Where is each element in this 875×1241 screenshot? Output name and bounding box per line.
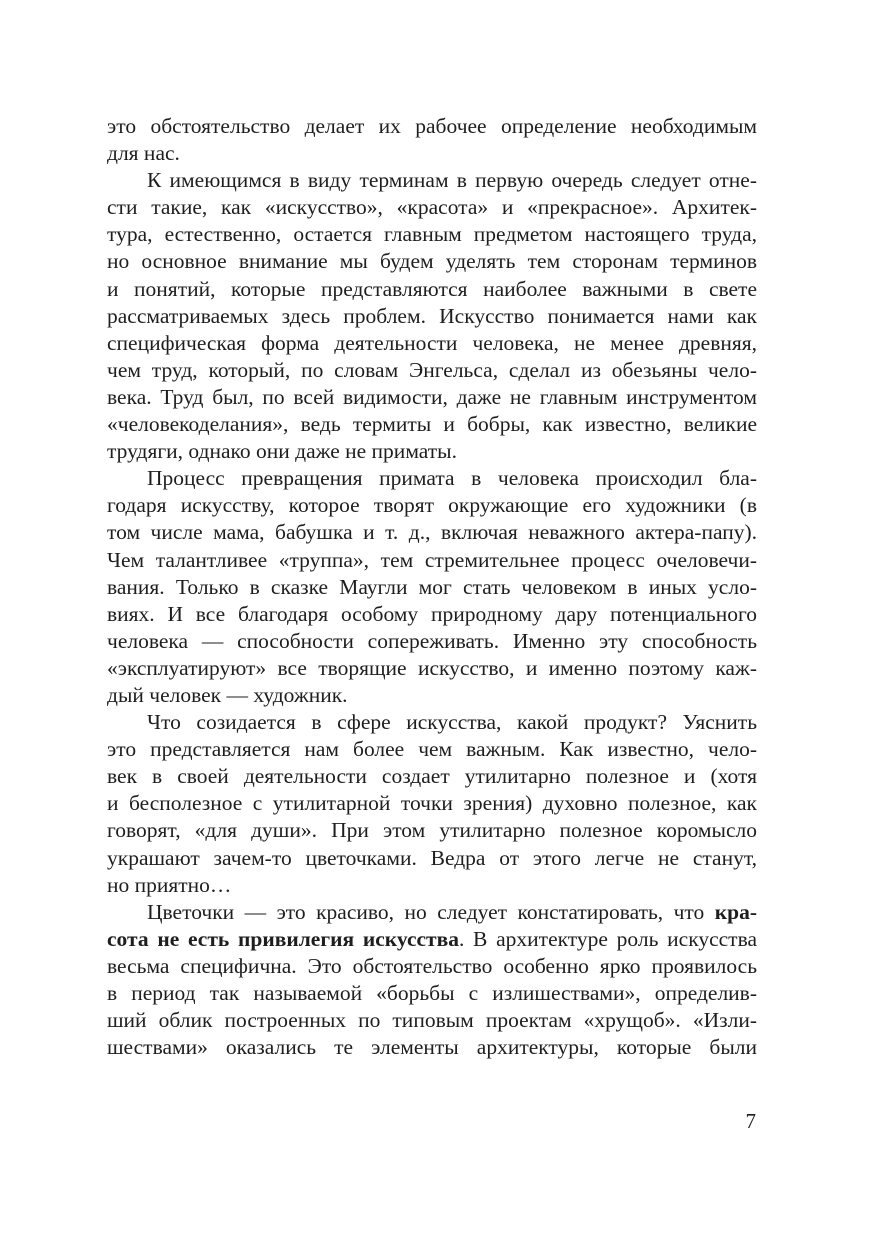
text-segment: говорят, «для души». При этом утилитарно полезное коромысло [107, 818, 757, 843]
text-segment: годаря искусству, которое творят окружающие его художники (в [107, 493, 757, 518]
text-line [107, 1007, 757, 1034]
text-segment: рассматриваемых здесь проблем. Искусство понимается нами как [107, 303, 757, 328]
text-segment: К имеющимся в виду терминам в первую очередь следует отне- [147, 168, 757, 193]
text-line [107, 655, 757, 682]
text-segment: . В архитектуре роль искусства [458, 926, 757, 951]
text-segment: Процесс превращения примата в человека происходил бла- [147, 466, 757, 491]
text-segment: виях. И все благодаря особому природному дару потенциального [107, 601, 757, 626]
text-line [107, 817, 757, 844]
body-text [107, 113, 757, 1061]
text-line [107, 384, 757, 411]
text-segment: украшают зачем-то цветочками. Ведра от этого легче не станут, [107, 845, 757, 870]
text-segment: и бесполезное с утилитарной точки зрения) духовно полезное, как [107, 791, 757, 816]
text-segment: чем труд, который, по словам Энгельса, сделал из обезьяны чело- [107, 357, 757, 382]
text-line [107, 357, 757, 384]
text-line [107, 438, 757, 465]
page-number: 7 [745, 1109, 756, 1133]
text-line [107, 628, 757, 655]
text-segment: это представляется нам более чем важным. Как известно, чело- [107, 737, 757, 762]
text-segment: век в своей деятельности создает утилитарно полезное и (хотя [107, 764, 757, 789]
text-line [107, 763, 757, 790]
text-segment: специфическая форма деятельности человека, не менее древняя, [107, 330, 757, 355]
text-segment: и понятий, которые представляются наиболее важными в свете [107, 276, 757, 301]
text-segment: но основное внимание мы будем уделять тем сторонам терминов [107, 249, 757, 274]
text-segment: это обстоятельство делает их рабочее определение необходимым [107, 114, 757, 138]
text-line [107, 167, 757, 194]
text-line [107, 1034, 757, 1061]
text-segment: дый человек — художник. [107, 682, 348, 707]
text-line [107, 845, 757, 872]
text-line [107, 140, 757, 167]
bold-text-segment: сота не есть привилегия искусства [107, 926, 459, 951]
text-line [107, 601, 757, 628]
text-segment: Чем талантливее «труппа», тем стремительнее процесс очеловечи- [107, 547, 757, 572]
text-line [107, 682, 757, 709]
text-line [107, 276, 757, 303]
text-segment: в период так называемой «борьбы с излишествами», определив- [107, 981, 757, 1005]
text-segment: тура, естественно, остается главным предметом настоящего труда, [107, 222, 757, 247]
text-segment: «эксплуатируют» все творящие искусство, и именно поэтому каж- [107, 655, 757, 680]
text-line [107, 248, 757, 275]
text-line [107, 465, 757, 492]
text-line [107, 113, 757, 140]
text-segment: «человекоделания», ведь термиты и бобры, как известно, великие [107, 412, 757, 437]
text-line [107, 303, 757, 330]
text-segment: сти такие, как «искусство», «красота» и «прекрасное». Архитек- [107, 195, 757, 220]
text-segment: трудяги, однако они даже не приматы. [107, 439, 457, 464]
text-segment: том числе мама, бабушка и т. д., включая неважного актера-папу). [107, 520, 757, 545]
text-segment: для нас. [107, 141, 180, 166]
text-segment: Цветочки — это красиво, но следует констатировать, что [147, 899, 715, 924]
text-line [107, 899, 757, 926]
bold-text-segment: кра- [714, 899, 757, 924]
text-segment: ший облик построенных по типовым проектам «хрущоб». «Изли- [107, 1008, 757, 1033]
text-segment: века. Труд был, по всей видимости, даже не главным инструментом [107, 384, 757, 409]
text-segment: Что созидается в сфере искусства, какой продукт? Уяснить [147, 710, 757, 735]
text-line [107, 330, 757, 357]
text-line [107, 221, 757, 248]
text-line [107, 736, 757, 763]
text-segment: шествами» оказались те элементы архитектуры, которые были [107, 1035, 757, 1060]
text-line [107, 547, 757, 574]
text-line [107, 574, 757, 601]
text-line [107, 709, 757, 736]
text-segment: вания. Только в сказке Маугли мог стать человеком в иных усло- [107, 574, 757, 599]
text-segment: весьма специфична. Это обстоятельство особенно ярко проявилось [107, 953, 757, 978]
text-segment: но приятно… [107, 872, 232, 897]
text-line [107, 953, 757, 980]
text-line [107, 926, 757, 953]
text-line [107, 790, 757, 817]
text-line [107, 411, 757, 438]
text-line [107, 519, 757, 546]
text-line [107, 194, 757, 221]
text-line [107, 872, 757, 899]
text-line [107, 492, 757, 519]
text-line [107, 980, 757, 1007]
text-segment: человека — способности сопереживать. Именно эту способность [107, 628, 757, 653]
